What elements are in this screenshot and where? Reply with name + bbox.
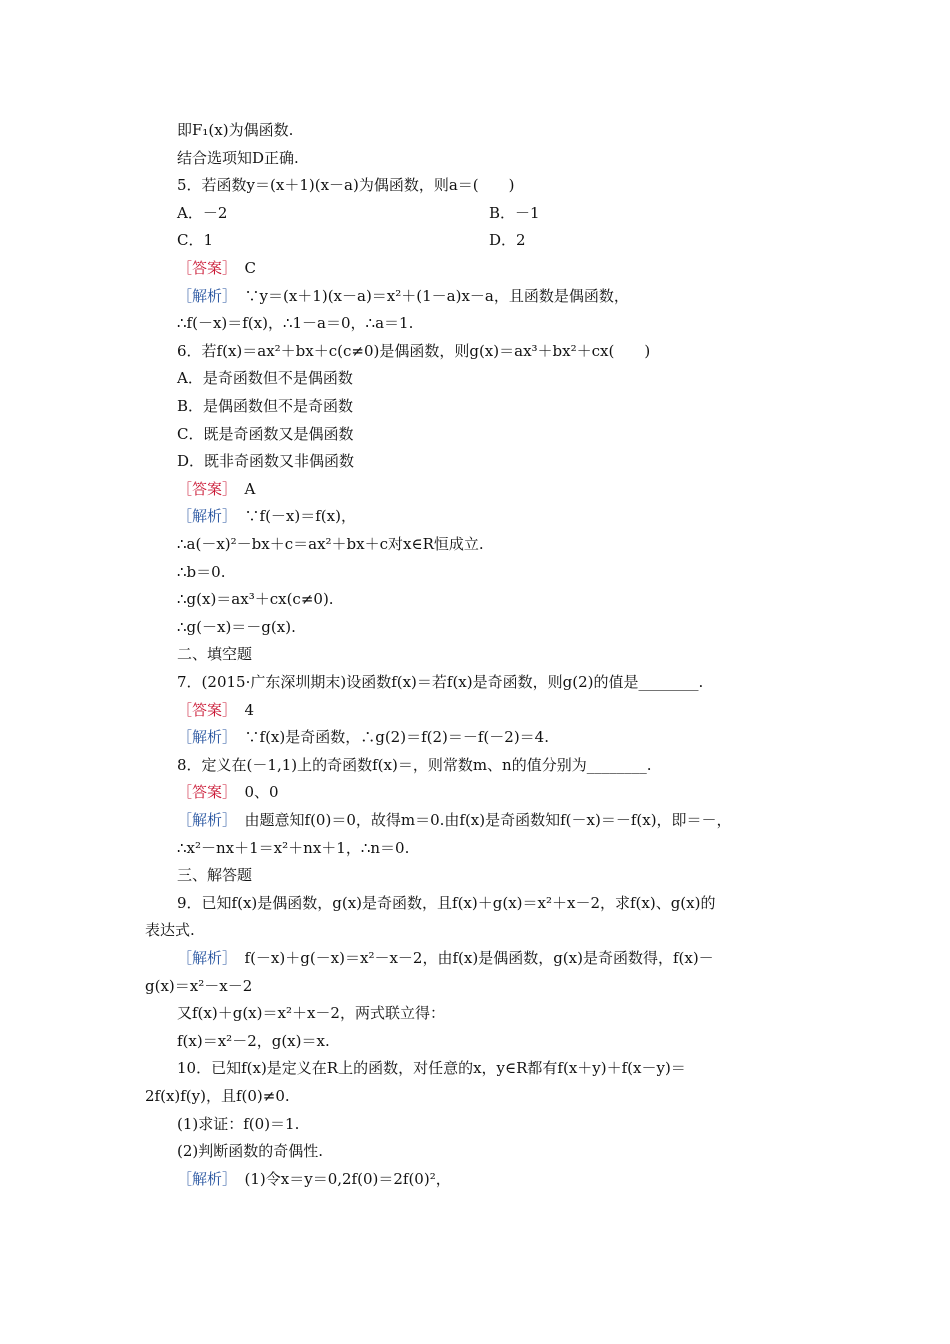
line-content bbox=[177, 1029, 330, 1053]
analysis-tag: ［解析］ bbox=[177, 286, 230, 305]
text-line bbox=[0, 504, 950, 528]
text-line bbox=[0, 753, 950, 777]
text-line bbox=[0, 1084, 950, 1108]
line-text: C．既是奇函数又是偶函数 bbox=[177, 424, 354, 443]
line-content bbox=[177, 532, 484, 556]
option-right: D．2 bbox=[489, 231, 526, 250]
line-text: 表达式. bbox=[145, 921, 195, 940]
line-content bbox=[177, 449, 354, 473]
text-line bbox=[0, 698, 950, 722]
text-line bbox=[0, 284, 950, 308]
line-text: ∴a(－x)²－bx＋c＝ax²＋bx＋c对x∈R恒成立. bbox=[177, 535, 484, 553]
line-content bbox=[177, 256, 256, 280]
line-text: 二、填空题 bbox=[177, 645, 253, 664]
text-line bbox=[0, 1056, 950, 1080]
text-line bbox=[0, 1029, 950, 1053]
line-text: ∵f(x)是奇函数，∴g(2)＝f(2)＝－f(－2)＝4. bbox=[229, 728, 549, 747]
line-text: (1)求证：f(0)＝1. bbox=[177, 1114, 300, 1133]
line-text: 由题意知f(0)＝0，故得m＝0.由f(x)是奇函数知f(－x)＝－f(x)，即＝－， bbox=[229, 811, 732, 829]
text-line bbox=[0, 642, 950, 666]
analysis-tag: ［解析］ bbox=[177, 811, 230, 829]
text-line bbox=[0, 780, 950, 804]
line-content bbox=[177, 946, 714, 970]
line-text: (2)判断函数的奇偶性. bbox=[177, 1142, 324, 1161]
analysis-tag: ［解析］ bbox=[177, 507, 230, 526]
line-content bbox=[177, 698, 254, 722]
line-text: 即F₁(x)为偶函数. bbox=[177, 121, 294, 139]
answer-tag: ［答案］ bbox=[177, 259, 230, 277]
line-text: ∵f(－x)＝f(x)， bbox=[229, 507, 356, 526]
line-text: C bbox=[229, 259, 256, 277]
text-line bbox=[0, 725, 950, 749]
text-line bbox=[0, 615, 950, 639]
line-text: 4 bbox=[229, 700, 255, 719]
line-content bbox=[177, 560, 225, 584]
option-left: C．1 bbox=[177, 231, 214, 250]
text-line bbox=[0, 532, 950, 556]
answer-tag: ［答案］ bbox=[177, 479, 230, 498]
line-text: g(x)＝x²－x－2 bbox=[145, 976, 253, 995]
line-text: 10．已知f(x)是定义在R上的函数，对任意的x，y∈R都有f(x＋y)＋f(x－y)＝ bbox=[177, 1059, 686, 1078]
answer-tag: ［答案］ bbox=[177, 700, 230, 719]
line-text: ∴x²－nx＋1＝x²＋nx＋1，∴n＝0. bbox=[177, 838, 410, 857]
text-line bbox=[0, 560, 950, 584]
line-text: A．是奇函数但不是偶函数 bbox=[177, 369, 353, 388]
line-content bbox=[145, 974, 252, 998]
line-text: 三、解答题 bbox=[177, 866, 253, 885]
line-text: 9．已知f(x)是偶函数，g(x)是奇函数，且f(x)＋g(x)＝x²＋x－2，求f(x)、g(x)的 bbox=[177, 893, 716, 912]
line-content bbox=[177, 477, 255, 501]
text-line bbox=[0, 863, 950, 887]
text-line bbox=[0, 449, 950, 473]
text-line bbox=[0, 1167, 950, 1191]
text-line bbox=[0, 228, 950, 252]
line-content bbox=[177, 780, 279, 804]
line-content bbox=[177, 284, 629, 308]
line-text: 2f(x)f(y)，且f(0)≠0. bbox=[145, 1087, 290, 1105]
analysis-tag: ［解析］ bbox=[177, 728, 230, 747]
line-content bbox=[177, 1167, 451, 1191]
line-text: ∴b＝0. bbox=[177, 562, 226, 581]
line-content bbox=[177, 339, 650, 363]
line-content bbox=[177, 891, 715, 915]
line-text: 5．若函数y＝(x＋1)(x－a)为偶函数，则a＝( ) bbox=[177, 176, 515, 195]
line-text: (1)令x＝y＝0,2f(0)＝2f(0)²， bbox=[229, 1169, 451, 1188]
text-line bbox=[0, 366, 950, 390]
line-content bbox=[177, 422, 353, 446]
text-line bbox=[0, 201, 950, 225]
text-line bbox=[0, 311, 950, 335]
line-content bbox=[177, 836, 409, 860]
option-left: A．－2 bbox=[177, 203, 228, 222]
line-text: 0、0 bbox=[229, 783, 279, 802]
line-content bbox=[177, 615, 296, 639]
text-line bbox=[0, 256, 950, 280]
text-line bbox=[0, 1112, 950, 1136]
line-text: ∴f(－x)＝f(x)，∴1－a＝0，∴a＝1. bbox=[177, 314, 414, 333]
text-line bbox=[0, 670, 950, 694]
line-text: f(x)＝x²－2，g(x)＝x. bbox=[177, 1031, 330, 1050]
line-content bbox=[177, 366, 353, 390]
line-text: A bbox=[229, 479, 256, 498]
option-right: B．－1 bbox=[489, 203, 540, 222]
line-text: ∴g(x)＝ax³＋cx(c≠0). bbox=[177, 590, 334, 609]
line-text: f(－x)＋g(－x)＝x²－x－2，由f(x)是偶函数，g(x)是奇函数得，f(x)－ bbox=[229, 949, 714, 967]
line-content bbox=[177, 642, 252, 666]
line-content bbox=[177, 725, 549, 749]
text-line bbox=[0, 394, 950, 418]
text-line bbox=[0, 339, 950, 363]
text-line bbox=[0, 808, 950, 832]
line-content bbox=[177, 1001, 445, 1025]
text-line bbox=[0, 918, 950, 942]
line-content bbox=[177, 394, 353, 418]
line-content bbox=[177, 311, 413, 335]
line-text: 6．若f(x)＝ax²＋bx＋c(c≠0)是偶函数，则g(x)＝ax³＋bx²＋cx( ) bbox=[177, 341, 651, 360]
line-content bbox=[177, 587, 334, 611]
line-text: 又f(x)＋g(x)＝x²＋x－2，两式联立得： bbox=[177, 1004, 445, 1023]
text-line bbox=[0, 891, 950, 915]
line-text: D．既非奇函数又非偶函数 bbox=[177, 452, 355, 471]
text-line bbox=[0, 1001, 950, 1025]
line-text: ∵y＝(x＋1)(x－a)＝x²＋(1－a)x－a，且函数是偶函数， bbox=[229, 286, 629, 305]
answer-tag: ［答案］ bbox=[177, 783, 230, 802]
line-text: 结合选项知D正确. bbox=[177, 148, 299, 167]
text-line bbox=[0, 946, 950, 970]
text-line bbox=[0, 587, 950, 611]
line-text: B．是偶函数但不是奇函数 bbox=[177, 397, 354, 415]
line-content bbox=[177, 808, 732, 832]
line-content bbox=[177, 504, 356, 528]
line-text: 7．(2015·广东深圳期末)设函数f(x)＝若f(x)是奇函数，则g(2)的值是________. bbox=[177, 673, 704, 691]
line-text: 8．定义在(－1,1)上的奇函数f(x)＝，则常数m、n的值分别为________. bbox=[177, 755, 652, 774]
text-line bbox=[0, 1139, 950, 1163]
line-text: ∴g(－x)＝－g(x). bbox=[177, 617, 296, 636]
line-content bbox=[177, 1056, 686, 1080]
text-line bbox=[0, 118, 950, 142]
text-line bbox=[0, 146, 950, 170]
line-content bbox=[145, 918, 195, 942]
line-content bbox=[145, 1084, 290, 1108]
text-line bbox=[0, 422, 950, 446]
line-content bbox=[177, 1139, 323, 1163]
line-content bbox=[177, 173, 514, 197]
text-line bbox=[0, 477, 950, 501]
text-line bbox=[0, 836, 950, 860]
line-content bbox=[177, 1112, 299, 1136]
line-content bbox=[177, 146, 299, 170]
line-content bbox=[177, 118, 293, 142]
text-line bbox=[0, 173, 950, 197]
analysis-tag: ［解析］ bbox=[177, 1169, 230, 1188]
line-content bbox=[177, 753, 651, 777]
text-line bbox=[0, 974, 950, 998]
line-content bbox=[177, 670, 703, 694]
line-content bbox=[177, 863, 252, 887]
analysis-tag: ［解析］ bbox=[177, 949, 230, 967]
